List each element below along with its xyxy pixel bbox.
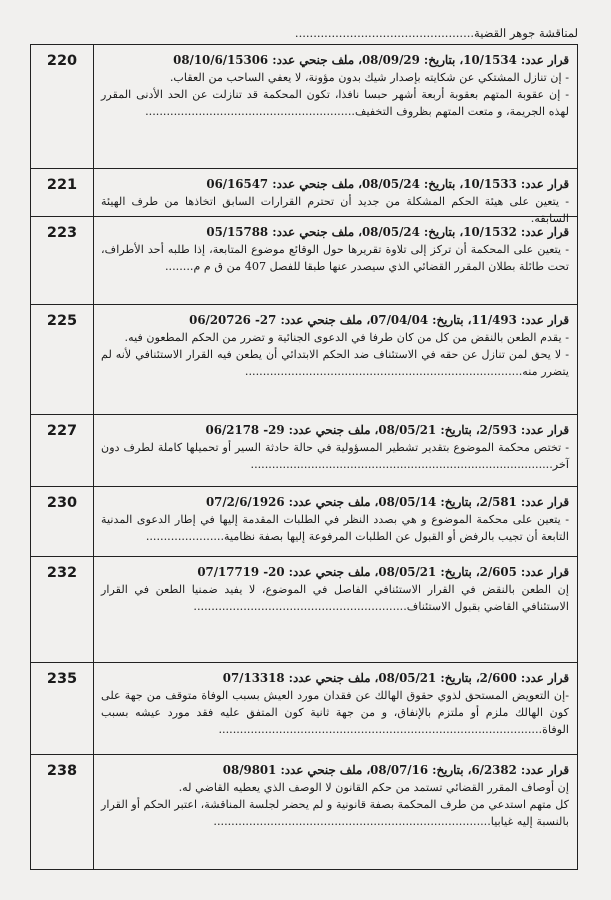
entry-number: 238 (46, 763, 78, 779)
entry-line: - يتعين على هيئة الحكم المشكلة من جديد أن تحترم القرارات السابق اتخاذها من طرف الهيئة السابقة. (101, 195, 569, 225)
entry-body (101, 670, 569, 738)
entry-line: - إن تنازل المشتكي عن شكايته بإصدار شيك بدون مؤونة، لا يعفي الساحب من العقاب. (169, 71, 569, 84)
table-row (31, 305, 577, 415)
entry-body (101, 224, 569, 275)
table-row (31, 755, 577, 868)
entry-line: - إن عقوبة المتهم بعقوبة أربعة أشهر حبسا نافذا، تكون المحكمة قد تنازلت عن الحد الأدنى المقرر لهذه الجريمة، و متعت المتهم بظروف التخفيف........................................................... (101, 88, 569, 118)
entry-line: كل متهم استدعي من طرف المحكمة بصفة قانونية و لم يحضر لجلسة المناقشة، اعتبر الحكم أو القرار بالنسبة إليه غيابيا.............................................................................. (101, 798, 569, 828)
entry-number: 230 (46, 495, 78, 511)
top-line: لمناقشة جوهر القضية................................................. (294, 26, 578, 40)
entry-header: قرار عدد: 10/1532، بتاريخ: 08/05/24، ملف جنحي عدد: 05/15788 (206, 225, 569, 239)
entry-body (101, 422, 569, 473)
entry-number: 225 (46, 313, 78, 329)
entry-number: 223 (46, 225, 78, 241)
table-row (31, 557, 577, 663)
entry-number: 227 (46, 423, 78, 439)
entry-line: - يقدم الطعن بالنقض من كل من كان طرفا في الدعوى الجنائية و تضرر من الحكم المطعون فيه. (124, 331, 569, 344)
entry-number: 232 (46, 565, 78, 581)
entry-header: قرار عدد: 10/1534، بتاريخ: 08/09/29، ملف جنحي عدد: 08/10/6/15306 (173, 53, 569, 67)
entry-number: 235 (46, 671, 78, 687)
entry-number: 221 (46, 177, 78, 193)
entries-table (30, 44, 578, 870)
entry-body (101, 494, 569, 545)
table-row (31, 217, 577, 305)
entry-line: - يتعين على محكمة الموضوع و هي بصدد النظر في الطلبات المقدمة إليها في إطار الدعوى المدنية التابعة أن تجيب بالرفض أو القبول عن الطلبات المرفوعة إليها بصفة نظامية...................... (101, 513, 569, 543)
entry-header: قرار عدد: 10/1533، بتاريخ: 08/05/24، ملف جنحي عدد: 06/16547 (206, 177, 569, 191)
entry-line: - لا يحق لمن تنازل عن حقه في الاستئناف ضد الحكم الابتدائي أن يطعن فيه القرار الاستئنافي لأنه لم يتضرر منه.............................................................................. (101, 348, 569, 378)
entry-header: قرار عدد: 2/600، بتاريخ: 08/05/21، ملف جنحي عدد: 07/13318 (222, 671, 569, 685)
entry-header: قرار عدد: 2/581، بتاريخ: 08/05/14، ملف جنحي عدد: 07/2/6/1926 (205, 495, 569, 509)
entry-header: قرار عدد: 2/605، بتاريخ: 08/05/21، ملف جنحي عدد: 20- 07/17719 (197, 565, 569, 579)
entry-header: قرار عدد: 11/493، بتاريخ: 07/04/04، ملف جنحي عدد: 27- 06/20726 (189, 313, 569, 327)
entry-line: إن الطعن بالنقض في القرار الاستئنافي الفاصل في الموضوع، لا يفيد ضمنيا الطعن في القرار الاستئنافي القاضي بقبول الاستئناف............................................................ (101, 583, 569, 613)
entry-line: إن أوصاف المقرر القضائي تستمد من حكم القانون لا الوصف الذي يعطيه القاضي له. (178, 781, 569, 794)
entry-line: -إن التعويض المستحق لذوي حقوق الهالك عن فقدان مورد العيش بسبب الوفاة متوقف من جهة على كون الهالك ملزم أو ملتزم بالإنفاق، و من جهة ثانية كون المتفق عليه فقد مورد عيشه بسبب الوفاة........................................................................................... (101, 689, 569, 736)
table-row (31, 415, 577, 487)
entry-body (101, 312, 569, 380)
entry-body (101, 52, 569, 120)
entry-number: 220 (46, 53, 78, 69)
table-row (31, 169, 577, 225)
entry-line: - تختص محكمة الموضوع بتقدير تشطير المسؤولية في حالة حادثة السير أو تحميلها كاملة لطرف دون آخر..................................................................................... (101, 441, 569, 471)
table-row (31, 487, 577, 557)
entry-body (101, 762, 569, 830)
entry-line: - يتعين على المحكمة أن تركز إلى تلاوة تقريرها حول الوقائع موضوع المتابعة، إذا طلبه أحد الأطراف، تحت طائلة بطلان المقرر القضائي الذي سيصدر عنها طبقا للفصل 407 من ق م م........ (101, 243, 569, 273)
entry-header: قرار عدد: 6/2382، بتاريخ: 08/07/16، ملف جنحي عدد: 08/9801 (222, 763, 569, 777)
table-row (31, 45, 577, 169)
entry-header: قرار عدد: 2/593، بتاريخ: 08/05/21، ملف جنحي عدد: 29- 06/2178 (205, 423, 569, 437)
table-row (31, 663, 577, 755)
entry-body (101, 564, 569, 615)
